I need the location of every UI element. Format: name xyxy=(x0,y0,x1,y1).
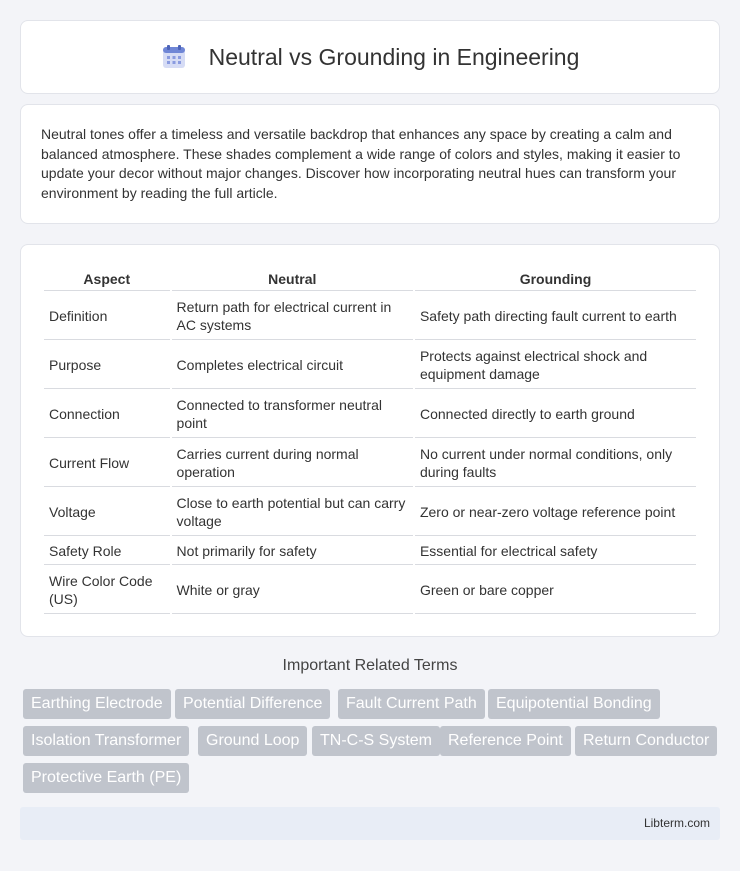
table-cell: Wire Color Code (US) xyxy=(44,567,170,614)
page-title: Neutral vs Grounding in Engineering xyxy=(208,43,580,70)
table-cell: Connected directly to earth ground xyxy=(415,391,696,438)
table-cell: Not primarily for safety xyxy=(172,538,413,565)
table-header-row xyxy=(44,267,696,291)
table-cell: Safety Role xyxy=(44,538,170,565)
table-cell: Zero or near-zero voltage reference point xyxy=(415,489,696,536)
table-cell: Return path for electrical current in AC systems xyxy=(172,293,413,340)
intro-text: Neutral tones offer a timeless and versatile backdrop that enhances any space by creating a calm and balanced atmosphere. These shades complement a wide range of colors and styles, making it easier to update your decor without major changes. Discover how incorporating neutral hues can transform your environment by reading the full article. xyxy=(41,126,681,201)
table-row xyxy=(44,538,696,565)
table-cell: Safety path directing fault current to earth xyxy=(415,293,696,340)
intro-card xyxy=(20,104,720,224)
table-row xyxy=(44,342,696,389)
related-term-tag[interactable]: Isolation Transformer xyxy=(23,726,189,756)
table-cell: Protects against electrical shock and equipment damage xyxy=(415,342,696,389)
footer-site-link[interactable]: Libterm.com xyxy=(643,816,710,830)
comparison-table xyxy=(42,265,698,616)
related-term-tag[interactable]: Earthing Electrode xyxy=(23,689,171,719)
table-cell: Definition xyxy=(44,293,170,340)
related-term-tag[interactable]: Ground Loop xyxy=(198,726,307,756)
comparison-table-card xyxy=(20,244,720,637)
footer xyxy=(20,807,720,840)
table-cell: Carries current during normal operation xyxy=(172,440,413,487)
table-row xyxy=(44,489,696,536)
related-term-tag[interactable]: TN-C-S System xyxy=(312,726,440,756)
related-term-tag[interactable]: Protective Earth (PE) xyxy=(23,763,189,793)
related-term-tag[interactable]: Fault Current Path xyxy=(338,689,485,719)
related-term-tag[interactable]: Return Conductor xyxy=(575,726,717,756)
table-cell: Essential for electrical safety xyxy=(415,538,696,565)
table-cell: Voltage xyxy=(44,489,170,536)
column-header: Aspect xyxy=(44,267,170,291)
header-card xyxy=(20,20,720,94)
table-row xyxy=(44,440,696,487)
calendar-icon xyxy=(161,44,187,70)
table-cell: Current Flow xyxy=(44,440,170,487)
table-cell: Close to earth potential but can carry voltage xyxy=(172,489,413,536)
table-cell: White or gray xyxy=(172,567,413,614)
table-cell: Connection xyxy=(44,391,170,438)
related-term-tag[interactable]: Equipotential Bonding xyxy=(488,689,660,719)
related-terms-title: Important Related Terms xyxy=(282,657,458,674)
related-term-tag[interactable]: Potential Difference xyxy=(175,689,330,719)
table-row xyxy=(44,567,696,614)
table-cell: Green or bare copper xyxy=(415,567,696,614)
column-header: Neutral xyxy=(172,267,413,291)
column-header: Grounding xyxy=(415,267,696,291)
table-cell: Completes electrical circuit xyxy=(172,342,413,389)
table-row xyxy=(44,293,696,340)
table-cell: No current under normal conditions, only during faults xyxy=(415,440,696,487)
table-cell: Connected to transformer neutral point xyxy=(172,391,413,438)
table-cell: Purpose xyxy=(44,342,170,389)
table-row xyxy=(44,391,696,438)
related-term-tag[interactable]: Reference Point xyxy=(440,726,571,756)
